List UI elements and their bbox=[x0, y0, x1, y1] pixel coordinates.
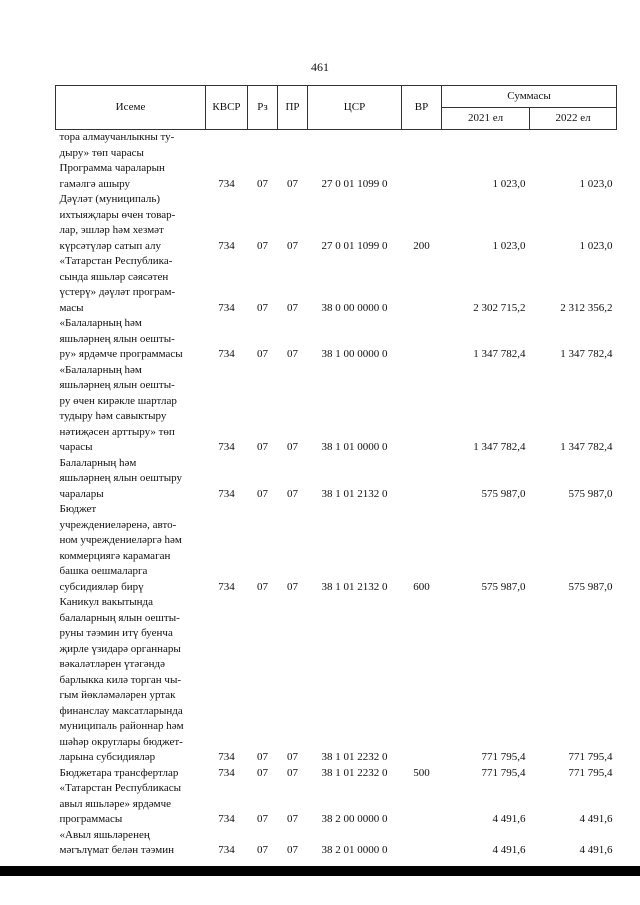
cell-vr bbox=[402, 130, 442, 162]
cell-vr bbox=[402, 316, 442, 363]
cell-vr: 200 bbox=[413, 239, 430, 252]
cell-sum-2022: 1 023,0 bbox=[579, 177, 613, 190]
cell-pr: 07 bbox=[287, 487, 298, 500]
table-row bbox=[56, 781, 617, 828]
cell-pr: 07 bbox=[287, 844, 298, 856]
table-body bbox=[56, 130, 617, 859]
cell-sum-2021: 771 795,4 bbox=[481, 751, 526, 763]
cell-pr: 07 bbox=[287, 580, 298, 593]
cell-kvsr: 734 bbox=[218, 813, 235, 825]
table-row bbox=[56, 161, 617, 192]
cell-kvsr: 734 bbox=[218, 441, 235, 453]
table-row bbox=[56, 316, 617, 363]
cell-vr bbox=[402, 161, 442, 192]
cell-pr: 07 bbox=[287, 177, 298, 190]
cell-tsr: 38 0 00 0000 0 bbox=[321, 301, 388, 314]
table-row bbox=[56, 456, 617, 503]
cell-vr bbox=[402, 254, 442, 316]
cell-sum-2022: 575 987,0 bbox=[568, 487, 613, 500]
cell-sum-2022: 771 795,4 bbox=[568, 766, 613, 779]
cell-vr: 500 bbox=[413, 766, 430, 779]
header-year-2021: 2021 ел bbox=[442, 108, 530, 130]
header-sums: Суммасы bbox=[442, 86, 617, 108]
cell-sum-2022 bbox=[530, 130, 617, 162]
cell-kvsr: 734 bbox=[218, 301, 235, 314]
cell-kvsr: 734 bbox=[218, 844, 235, 856]
cell-rz: 07 bbox=[257, 766, 268, 779]
cell-pr: 07 bbox=[287, 348, 298, 360]
cell-pr: 07 bbox=[287, 766, 298, 779]
cell-sum-2022: 1 023,0 bbox=[579, 239, 613, 252]
cell-sum-2021: 2 302 715,2 bbox=[473, 301, 526, 314]
cell-vr bbox=[402, 595, 442, 766]
cell-name: Балаларның һәм яшьләрнең ялын оештыру чаралары bbox=[59, 456, 182, 500]
cell-tsr: 38 1 01 2232 0 bbox=[321, 766, 388, 779]
cell-vr: 600 bbox=[413, 580, 430, 593]
cell-name: «Татарстан Республикасы авыл яшьләре» ярдәмче программасы bbox=[59, 782, 181, 825]
cell-rz: 07 bbox=[257, 348, 268, 360]
table-row bbox=[56, 130, 617, 162]
cell-name: «Балаларның һәм яшьләрнең ялын оешты- ру өчен кирәкле шартлар тудыру һәм савыктыру нәтиҗәсен арттыру» төп чарасы bbox=[59, 363, 177, 453]
cell-pr: 07 bbox=[287, 441, 298, 453]
cell-name: Каникул вакытында балаларның ялын оешты- руны тәэмин итү буенча җирле үзидарә органнары вәкаләтләрен үтәгәндә барлыкка килә торган чы- гым йөкләмәләрен уртак финанслау максатларында муниципаль районнар һәм шәһәр округлары бюджет- ларына субсидияләр bbox=[59, 596, 184, 763]
page-number: 461 bbox=[311, 60, 329, 74]
cell-name: Бюджетара трансфертлар bbox=[59, 766, 179, 779]
table-row bbox=[56, 254, 617, 316]
cell-sum-2021: 1 347 782,4 bbox=[473, 348, 526, 360]
cell-tsr bbox=[308, 130, 402, 162]
cell-vr bbox=[402, 456, 442, 503]
cell-name: Дәүләт (муниципаль) ихтыяҗлары өчен товар- лар, эшләр һәм хезмәт күрсәтүләр сатып алу bbox=[59, 193, 176, 252]
table-row bbox=[56, 766, 617, 782]
cell-vr bbox=[402, 363, 442, 456]
cell-sum-2022: 1 347 782,4 bbox=[560, 441, 613, 453]
cell-sum-2022: 4 491,6 bbox=[579, 813, 613, 825]
cell-name: «Балаларның һәм яшьләрнең ялын оешты- ру» ярдәмче программасы bbox=[59, 317, 183, 360]
cell-sum-2022: 4 491,6 bbox=[579, 844, 613, 856]
cell-sum-2021: 575 987,0 bbox=[481, 580, 526, 593]
cell-sum-2021: 4 491,6 bbox=[492, 813, 526, 825]
scan-edge-bar bbox=[0, 866, 640, 876]
cell-vr bbox=[402, 781, 442, 828]
header-kvsr: КВСР bbox=[206, 86, 248, 130]
cell-rz: 07 bbox=[257, 177, 268, 190]
cell-kvsr: 734 bbox=[218, 239, 235, 252]
cell-name: Программа чараларын гамәлгә ашыру bbox=[59, 162, 165, 190]
cell-rz: 07 bbox=[257, 844, 268, 856]
cell-sum-2021: 4 491,6 bbox=[492, 844, 526, 856]
budget-table bbox=[55, 85, 617, 859]
cell-tsr: 38 1 01 2132 0 bbox=[321, 487, 388, 500]
cell-rz: 07 bbox=[257, 751, 268, 763]
header-rz: Рз bbox=[248, 86, 278, 130]
table-row bbox=[56, 502, 617, 595]
cell-tsr: 38 2 00 0000 0 bbox=[321, 813, 388, 825]
header-pr: ПР bbox=[278, 86, 308, 130]
cell-rz: 07 bbox=[257, 813, 268, 825]
cell-tsr: 38 2 01 0000 0 bbox=[321, 844, 388, 856]
cell-sum-2021: 771 795,4 bbox=[481, 766, 526, 779]
cell-rz: 07 bbox=[257, 239, 268, 252]
cell-pr: 07 bbox=[287, 301, 298, 314]
cell-tsr: 38 1 01 2232 0 bbox=[321, 751, 388, 763]
header-year-2022: 2022 ел bbox=[530, 108, 617, 130]
cell-rz: 07 bbox=[257, 301, 268, 314]
cell-pr: 07 bbox=[287, 239, 298, 252]
header-name: Исеме bbox=[56, 86, 206, 130]
cell-pr: 07 bbox=[287, 813, 298, 825]
header-vr: ВР bbox=[402, 86, 442, 130]
cell-sum-2021: 575 987,0 bbox=[481, 487, 526, 500]
cell-vr bbox=[402, 828, 442, 859]
cell-kvsr: 734 bbox=[218, 177, 235, 190]
cell-sum-2022: 771 795,4 bbox=[568, 751, 613, 763]
cell-kvsr: 734 bbox=[218, 580, 235, 593]
cell-name: «Татарстан Республика- сында яшьләр сәясәтен үстерү» дәүләт програм- масы bbox=[59, 255, 176, 314]
cell-tsr: 27 0 01 1099 0 bbox=[321, 239, 388, 252]
table-row bbox=[56, 828, 617, 859]
cell-name: тора алмаучанлыкны ту- дыру» төп чарасы bbox=[59, 131, 175, 159]
cell-kvsr: 734 bbox=[218, 766, 235, 779]
cell-name: «Авыл яшьләренең мәгълүмат белән тәэмин bbox=[59, 828, 174, 856]
cell-pr bbox=[278, 130, 308, 162]
table-row bbox=[56, 595, 617, 766]
cell-name: Бюджет учреждениеләренә, авто- ном учреждениеләргә һәм коммерциягә карамаган башка оешмаларга субсидияләр бирү bbox=[59, 503, 182, 593]
cell-rz: 07 bbox=[257, 580, 268, 593]
cell-sum-2022: 575 987,0 bbox=[568, 580, 613, 593]
cell-sum-2021: 1 023,0 bbox=[492, 177, 526, 190]
cell-tsr: 38 1 01 2132 0 bbox=[321, 580, 388, 593]
cell-tsr: 38 1 00 0000 0 bbox=[321, 348, 388, 360]
cell-kvsr: 734 bbox=[218, 348, 235, 360]
cell-rz: 07 bbox=[257, 441, 268, 453]
table-header bbox=[56, 86, 617, 130]
table-row bbox=[56, 363, 617, 456]
cell-sum-2022: 2 312 356,2 bbox=[560, 301, 613, 314]
cell-rz bbox=[248, 130, 278, 162]
cell-kvsr bbox=[206, 130, 248, 162]
header-tsr: ЦСР bbox=[308, 86, 402, 130]
cell-sum-2021: 1 023,0 bbox=[492, 239, 526, 252]
cell-rz: 07 bbox=[257, 487, 268, 500]
cell-tsr: 38 1 01 0000 0 bbox=[321, 441, 388, 453]
cell-kvsr: 734 bbox=[218, 751, 235, 763]
cell-sum-2021 bbox=[442, 130, 530, 162]
table-row bbox=[56, 192, 617, 254]
cell-sum-2021: 1 347 782,4 bbox=[473, 441, 526, 453]
cell-kvsr: 734 bbox=[218, 487, 235, 500]
cell-tsr: 27 0 01 1099 0 bbox=[321, 177, 388, 190]
cell-pr: 07 bbox=[287, 751, 298, 763]
cell-sum-2022: 1 347 782,4 bbox=[560, 348, 613, 360]
